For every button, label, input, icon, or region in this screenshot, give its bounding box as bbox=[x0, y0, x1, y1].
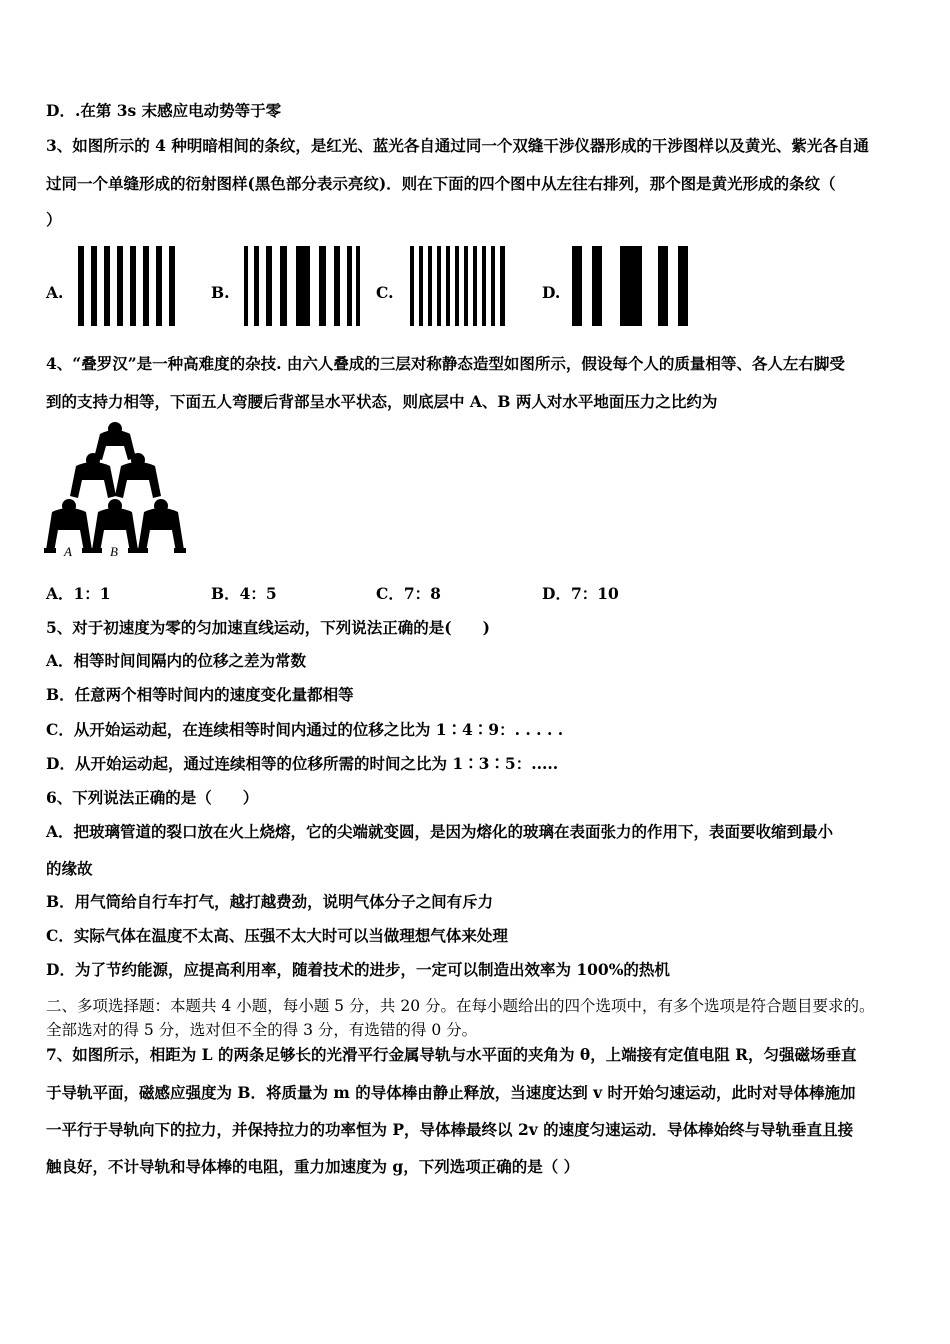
acrobat-bottom-person-right bbox=[136, 499, 186, 553]
q5-option-d: D．从开始运动起，通过连续相等的位移所需的时间之比为 1∶3∶5：..... bbox=[46, 754, 559, 773]
q3-stem-line2: 过同一个单缝形成的衍射图样(黑色部分表示亮纹)．则在下面的四个图中从左往右排列，那个图是黄光形成的条纹（ bbox=[46, 174, 836, 193]
q5-option-b: B．任意两个相等时间内的速度变化量都相等 bbox=[46, 685, 354, 704]
q4-stem-line1: 4、“叠罗汉”是一种高难度的杂技. 由六人叠成的三层对称静态造型如图所示，假设每个人的质量相等、各人左右脚受 bbox=[46, 354, 845, 373]
q3-option-c-label: C. bbox=[376, 283, 394, 302]
acrobat-label-a: A bbox=[64, 544, 72, 559]
q3-option-a-label: A. bbox=[46, 283, 64, 302]
q4-option-b: B．4：5 bbox=[211, 584, 277, 603]
q3-fringe-pattern-c bbox=[410, 246, 508, 326]
acrobat-label-b: B bbox=[110, 544, 118, 559]
acrobat-top-person bbox=[94, 422, 136, 460]
q6-option-b: B．用气筒给自行车打气，越打越费劲，说明气体分子之间有斥力 bbox=[46, 892, 494, 911]
q6-stem: 6、下列说法正确的是（ ） bbox=[46, 788, 259, 807]
q6-option-d: D．为了节约能源，应提高利用率，随着技术的进步，一定可以制造出效率为 100%的热机 bbox=[46, 960, 670, 979]
acrobat-pyramid-figure bbox=[44, 420, 186, 560]
q3-option-b-label: B. bbox=[211, 283, 230, 302]
q6-option-c: C．实际气体在温度不太高、压强不太大时可以当做理想气体来处理 bbox=[46, 926, 508, 945]
q7-stem-line4: 触良好，不计导轨和导体棒的电阻，重力加速度为 g，下列选项正确的是（ ） bbox=[46, 1157, 580, 1176]
acrobat-middle-right-person bbox=[115, 453, 161, 498]
section2-heading-line1: 二、多项选择题：本题共 4 小题，每小题 5 分，共 20 分。在每小题给出的四个选项中，有多个选项是符合题目要求的。 bbox=[46, 997, 875, 1015]
q3-fringe-pattern-d bbox=[572, 246, 690, 326]
q5-option-c: C．从开始运动起，在连续相等时间内通过的位移之比为 1∶4∶9：. . . . . bbox=[46, 720, 564, 739]
q5-option-a: A．相等时间间隔内的位移之差为常数 bbox=[46, 651, 307, 670]
q7-stem-line3: 一平行于导轨向下的拉力，并保持拉力的功率恒为 P，导体棒最终以 2v 的速度匀速运动．导体棒始终与导轨垂直且接 bbox=[46, 1120, 854, 1139]
q4-stem-line2: 到的支持力相等，下面五人弯腰后背部呈水平状态，则底层中 A、B 两人对水平地面压力之比约为 bbox=[46, 392, 718, 411]
q4-option-c: C．7：8 bbox=[376, 584, 441, 603]
q3-fringe-pattern-a bbox=[78, 246, 184, 326]
acrobat-middle-left-person bbox=[70, 453, 116, 498]
q6-option-a-line1: A．把玻璃管道的裂口放在火上烧熔，它的尖端就变圆，是因为熔化的玻璃在表面张力的作用下，表面要收缩到最小 bbox=[46, 822, 834, 841]
q3-option-d-label: D. bbox=[542, 283, 561, 302]
q2-option-d: D．.在第 3s 末感应电动势等于零 bbox=[46, 101, 282, 120]
q7-stem-line1: 7、如图所示，相距为 L 的两条足够长的光滑平行金属导轨与水平面的夹角为 θ，上端接有定值电阻 R，匀强磁场垂直 bbox=[46, 1045, 857, 1064]
q7-stem-line2: 于导轨平面，磁感应强度为 B．将质量为 m 的导体棒由静止释放，当速度达到 v 时开始匀速运动，此时对导体棒施加 bbox=[46, 1083, 856, 1102]
q4-option-d: D．7：10 bbox=[542, 584, 619, 603]
q3-stem-line1: 3、如图所示的 4 种明暗相间的条纹，是红光、蓝光各自通过同一个双缝干涉仪器形成的干涉图样以及黄光、紫光各自通 bbox=[46, 136, 869, 155]
q3-fringe-pattern-b bbox=[244, 246, 360, 326]
q3-stem-line3: ） bbox=[46, 210, 62, 229]
section2-heading-line2: 全部选对的得 5 分，选对但不全的得 3 分，有选错的得 0 分。 bbox=[46, 1021, 478, 1039]
q6-option-a-line2: 的缘故 bbox=[46, 859, 93, 878]
q4-option-a: A．1：1 bbox=[46, 584, 111, 603]
q5-stem: 5、对于初速度为零的匀加速直线运动，下列说法正确的是( ) bbox=[46, 618, 490, 637]
